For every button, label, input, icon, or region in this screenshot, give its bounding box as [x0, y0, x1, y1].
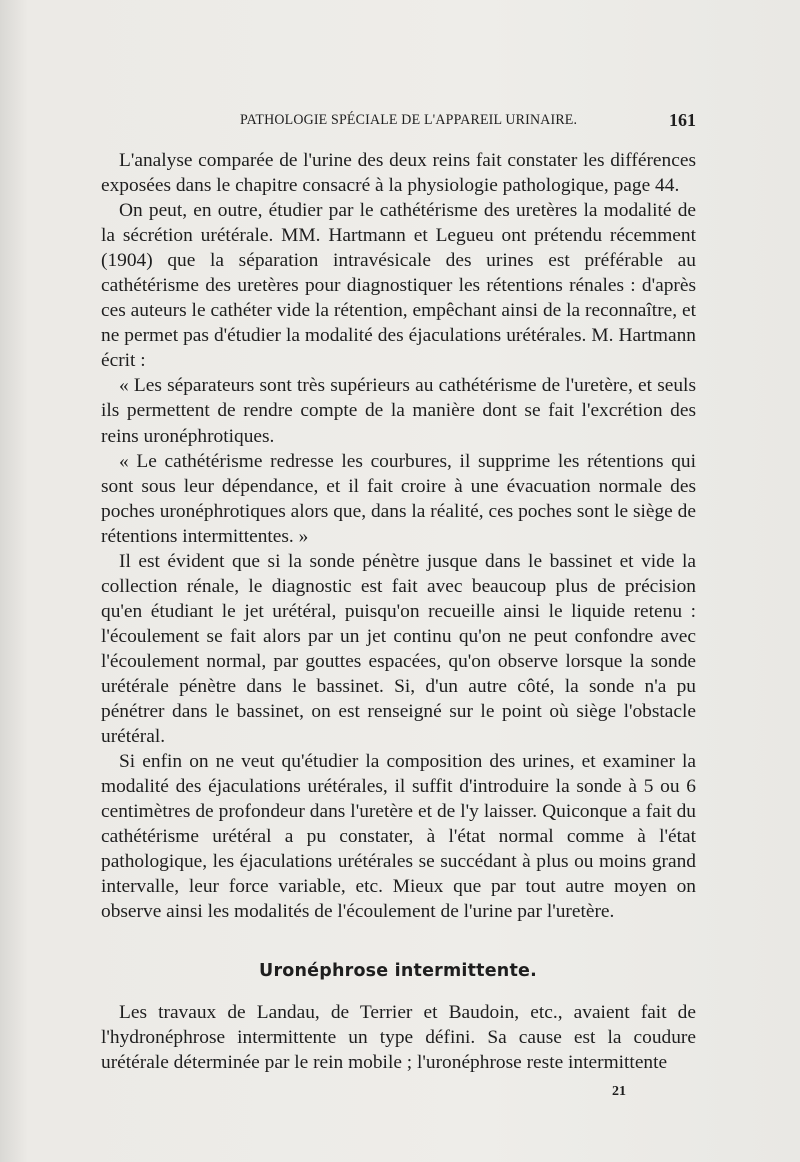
- paragraph: Si enfin on ne veut qu'étudier la composition des urines, et examiner la modalité des éjaculations urétérales, il suffit d'introduire la sonde à 5 ou 6 centimètres de profondeur dans l'uretère et de l'y laisser. Quiconque a fait du cathétérisme urétéral a pu constater, à l'état normal comme à l'état pathologique, les éjaculations urétérales se succédant à plus ou moins grand intervalle, leur force variable, etc. Mieux que par tout autre moyen on observe ainsi les modalités de l'écoulement de l'urine par l'uretère.: [101, 751, 696, 923]
- page-number: 161: [669, 110, 696, 130]
- quote-paragraph: « Les séparateurs sont très supérieurs au cathétérisme de l'uretère, et seuls ils permettent de rendre compte de la manière dont se fait l'excrétion des reins uronéphrotiques.: [101, 375, 696, 447]
- section-text: [101, 1000, 696, 1075]
- paragraph: Il est évident que si la sonde pénètre jusque dans le bassinet et vide la collection rénale, le diagnostic est fait avec beaucoup plus de précision qu'en étudiant le jet urétéral, puisqu'on recueille ainsi le liquide retenu : l'écoulement se fait alors par un jet continu qu'on ne peut confondre avec l'écoulement normal, par gouttes espacées, qu'on observe lorsque la sonde urétérale pénètre dans le bassinet. Si, d'un autre côté, la sonde n'a pu pénétrer dans le bassinet, on est renseigné sur le point où siège l'obstacle urétéral.: [101, 550, 696, 748]
- main-text: [101, 148, 696, 924]
- section-heading: Uronéphrose intermittente.: [259, 961, 537, 981]
- printer-signature: 21: [612, 1084, 626, 1099]
- running-header: [100, 108, 696, 132]
- running-title: PATHOLOGIE SPÉCIALE DE L'APPAREIL URINAIRE.: [240, 112, 578, 128]
- paragraph: Les travaux de Landau, de Terrier et Baudoin, etc., avaient fait de l'hydronéphrose intermittente un type défini. Sa cause est la coudure urétérale déterminée par le rein mobile ; l'uronéphrose reste intermittente: [101, 1002, 696, 1074]
- paragraph: On peut, en outre, étudier par le cathétérisme des uretères la modalité de la sécrétion urétérale. MM. Hartmann et Legueu ont prétendu récemment (1904) que la séparation intravésicale des urines est préférable au cathétérisme des uretères pour diagnostiquer les rétentions rénales : d'après ces auteurs le cathéter vide la rétention, empêchant ainsi de la reconnaître, et ne permet pas d'étudier la modalité des éjaculations urétérales. M. Hartmann écrit :: [101, 200, 696, 372]
- quote-paragraph: « Le cathétérisme redresse les courbures, il supprime les rétentions qui sont sous leur dépendance, et il fait croire à une évacuation normale des poches uronéphrotiques alors que, dans la réalité, ces poches sont le siège de rétentions intermittentes. »: [101, 450, 696, 547]
- paragraph: L'analyse comparée de l'urine des deux reins fait constater les différences exposées dans le chapitre consacré à la physiologie pathologique, page 44.: [101, 150, 696, 197]
